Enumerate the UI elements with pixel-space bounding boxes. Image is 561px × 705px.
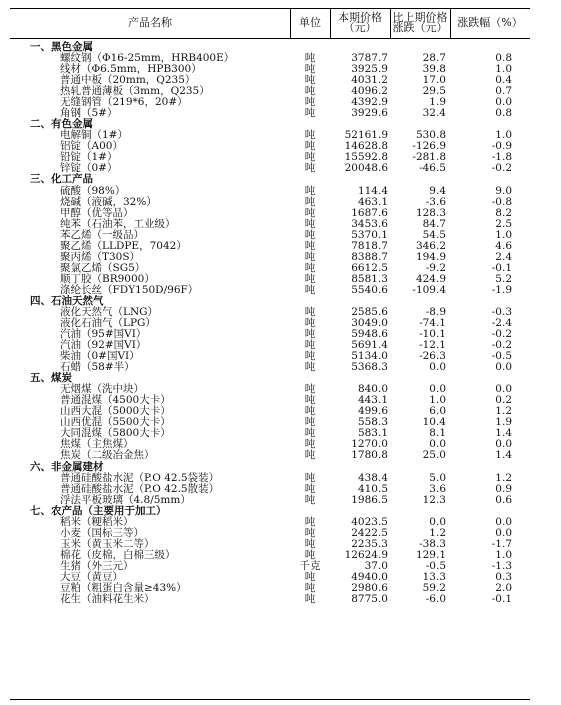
row-change: 28.7 [422, 52, 446, 65]
row-name: 热轧普通薄板（3mm，Q235） [60, 85, 210, 98]
table-row [10, 208, 530, 219]
row-name: 硫酸（98%） [60, 184, 126, 197]
row-name: 液化石油气（LPG） [60, 317, 156, 329]
row-unit: 吨 [304, 85, 316, 98]
table-row [10, 484, 530, 495]
row-name: 石蜡（58#半） [60, 361, 135, 374]
row-change-pct: -0.5 [491, 350, 512, 363]
row-price: 840.0 [357, 383, 388, 396]
row-change: 12.3 [422, 493, 446, 506]
row-name: 山西优混（5500大卡） [60, 416, 171, 429]
row-price: 410.5 [357, 482, 388, 495]
row-change: 3.6 [429, 482, 446, 495]
row-change: -109.4 [412, 283, 446, 296]
row-unit: 吨 [304, 471, 316, 484]
row-change-pct: 1.0 [495, 548, 512, 561]
row-unit: 吨 [304, 339, 316, 352]
row-price: 37.0 [364, 559, 388, 572]
row-name: 焦煤（主焦煤） [60, 438, 134, 451]
row-name: 涤纶长丝（FDY150D/96F） [60, 283, 199, 296]
row-price: 8775.0 [351, 593, 388, 605]
row-name: 焦炭（二级冶金焦） [60, 449, 155, 462]
row-unit: 吨 [304, 184, 316, 197]
row-name: 苯乙烯（一级品） [60, 228, 144, 241]
row-name: 生猪（外三元） [60, 559, 134, 572]
table-row [10, 186, 530, 197]
row-change: 17.0 [422, 74, 446, 87]
row-unit: 吨 [304, 305, 316, 318]
row-name: 螺纹钢（Φ16-25mm，HRB400E） [60, 52, 235, 65]
row-unit: 吨 [304, 239, 316, 252]
row-unit: 吨 [304, 195, 316, 208]
row-unit: 吨 [304, 96, 316, 109]
row-change: 1.2 [429, 526, 446, 539]
row-change-pct: 2.0 [495, 581, 512, 594]
row-change-pct: 8.2 [495, 206, 512, 219]
row-name: 纯苯（石油苯，工业级） [60, 217, 176, 230]
row-unit: 吨 [304, 361, 316, 374]
row-unit: 吨 [304, 394, 316, 407]
table-row [10, 219, 530, 230]
row-unit: 吨 [304, 261, 316, 274]
row-name: 花生（油料花生米） [60, 593, 155, 605]
row-change-pct: 0.7 [495, 85, 512, 98]
row-unit: 吨 [304, 162, 316, 175]
header-price: 本期价格（元） [338, 11, 382, 34]
table-row [10, 495, 530, 506]
row-name: 锌锭（0#） [60, 162, 118, 175]
row-price: 2980.6 [351, 581, 388, 594]
row-change-pct: 0.9 [495, 482, 512, 495]
row-change: 530.8 [415, 129, 446, 142]
header-change-pct: 涨跌幅（%） [457, 16, 523, 29]
row-price: 3925.9 [351, 63, 388, 76]
row-change-pct: 0.0 [495, 96, 512, 109]
row-price: 20048.6 [344, 162, 388, 175]
row-change: -26.3 [419, 350, 446, 363]
row-change-pct: -2.4 [491, 317, 512, 329]
row-name: 电解铜（1#） [60, 129, 128, 142]
row-change-pct: 1.4 [495, 427, 512, 440]
row-change: -281.8 [412, 151, 446, 164]
row-price: 2422.5 [351, 526, 388, 539]
row-price: 5540.6 [351, 283, 388, 296]
row-price: 438.4 [357, 471, 388, 484]
row-change: 129.1 [415, 548, 446, 561]
row-change: 32.4 [422, 107, 446, 120]
table-row [10, 362, 530, 373]
row-change-pct: 2.5 [495, 217, 512, 230]
header-unit: 单位 [299, 16, 321, 29]
row-change-pct: -0.9 [491, 140, 512, 153]
row-price: 3453.6 [351, 217, 388, 230]
row-change-pct: -0.1 [491, 261, 512, 274]
row-unit: 吨 [304, 593, 316, 605]
row-change-pct: -0.2 [491, 162, 512, 175]
row-price: 15592.8 [344, 151, 388, 164]
row-price: 12624.9 [344, 548, 388, 561]
row-price: 1270.0 [351, 438, 388, 451]
row-change-pct: 2.4 [495, 250, 512, 263]
row-change: 0.0 [429, 361, 446, 374]
row-change-pct: 0.2 [495, 394, 512, 407]
row-unit: 吨 [304, 283, 316, 296]
section-title: 七、农产品（主要用于加工） [30, 504, 167, 517]
row-change: -10.1 [419, 328, 446, 341]
row-name: 小麦（国标三等） [60, 526, 144, 539]
section-heading [10, 462, 530, 473]
row-unit: 吨 [304, 206, 316, 219]
row-change-pct: 5.2 [495, 272, 512, 285]
row-change-pct: 0.8 [495, 107, 512, 120]
row-name: 甲醇（优等品） [60, 206, 134, 219]
row-change-pct: 0.0 [495, 515, 512, 528]
row-name: 汽油（95#国VI） [60, 328, 147, 341]
row-unit: 吨 [304, 383, 316, 396]
row-change-pct: -1.8 [491, 151, 512, 164]
row-name: 烧碱（液碱，32%） [60, 195, 157, 208]
row-change-pct: 0.6 [495, 493, 512, 506]
section-title: 五、煤炭 [30, 372, 72, 385]
row-change-pct: 1.2 [495, 471, 512, 484]
row-change-pct: 0.0 [495, 383, 512, 396]
row-unit: 吨 [304, 63, 316, 76]
table-bottom-rule [10, 699, 530, 700]
row-price: 1986.5 [351, 493, 388, 506]
row-price: 52161.9 [344, 129, 388, 142]
row-name: 山西大混（5000大卡） [60, 405, 171, 418]
row-unit: 吨 [304, 493, 316, 506]
row-price: 14628.8 [344, 140, 388, 153]
row-name: 顺丁胶（BR9000） [60, 272, 155, 285]
row-price: 1687.6 [351, 206, 388, 219]
row-price: 4940.0 [351, 570, 388, 583]
row-change: 346.2 [415, 239, 446, 252]
row-change: 128.3 [415, 206, 446, 219]
row-name: 铝锭（A00） [60, 140, 123, 153]
row-change-pct: 1.0 [495, 228, 512, 241]
row-price: 2585.6 [351, 305, 388, 318]
header-bottom-rule [10, 38, 530, 39]
row-unit: 吨 [304, 250, 316, 263]
row-unit: 吨 [304, 52, 316, 65]
row-change: -0.5 [425, 559, 446, 572]
row-change-pct: -0.8 [491, 195, 512, 208]
row-change: -126.9 [412, 140, 446, 153]
row-name: 棉花（皮棉，白棉三级） [60, 548, 176, 561]
row-price: 5134.0 [351, 350, 388, 363]
row-change: 0.0 [429, 438, 446, 451]
table-row [10, 450, 530, 461]
header-product-name: 产品名称 [128, 16, 172, 29]
row-unit: 吨 [304, 581, 316, 594]
row-price: 3929.6 [351, 107, 388, 120]
row-name: 汽油（92#国VI） [60, 339, 147, 352]
row-unit: 吨 [304, 107, 316, 120]
row-change: 8.1 [429, 427, 446, 440]
row-price: 443.1 [357, 394, 388, 407]
section-title: 三、化工产品 [30, 173, 93, 186]
row-change-pct: -1.9 [491, 283, 512, 296]
row-name: 角钢（5#） [60, 107, 118, 120]
row-name: 铅锭（1#） [60, 151, 118, 164]
row-change: 59.2 [422, 581, 446, 594]
row-price: 4392.9 [351, 96, 388, 109]
row-unit: 吨 [304, 228, 316, 241]
row-price: 3049.0 [351, 317, 388, 329]
row-change-pct: -1.3 [491, 559, 512, 572]
row-price: 114.4 [357, 184, 388, 197]
row-change-pct: 0.0 [495, 438, 512, 451]
row-unit: 吨 [304, 427, 316, 440]
table-row [10, 473, 530, 484]
row-change: -74.1 [419, 317, 446, 329]
row-name: 大同混煤（5800大卡） [60, 427, 171, 440]
row-unit: 吨 [304, 129, 316, 142]
row-unit: 吨 [304, 350, 316, 363]
row-change-pct: 0.8 [495, 52, 512, 65]
row-price: 4023.5 [351, 515, 388, 528]
row-price: 8581.3 [351, 272, 388, 285]
row-unit: 吨 [304, 416, 316, 429]
row-change-pct: 1.2 [495, 405, 512, 418]
row-change: 9.4 [429, 184, 446, 197]
row-unit: 吨 [304, 438, 316, 451]
section-heading [10, 174, 530, 185]
row-change-pct: -0.2 [491, 339, 512, 352]
row-unit: 吨 [304, 272, 316, 285]
row-name: 液化天然气（LNG） [60, 305, 159, 318]
row-unit: 吨 [304, 217, 316, 230]
row-change-pct: 0.3 [495, 570, 512, 583]
row-unit: 吨 [304, 328, 316, 341]
row-change: -38.3 [419, 537, 446, 550]
row-change: -9.2 [425, 261, 446, 274]
row-price: 6612.5 [351, 261, 388, 274]
section-title: 六、非金属建材 [30, 460, 104, 473]
row-change: -8.9 [425, 305, 446, 318]
row-name: 无缝钢管（219*6，20#） [60, 96, 188, 109]
row-price: 463.1 [357, 195, 388, 208]
row-change: 0.0 [429, 383, 446, 396]
row-change: 1.9 [429, 96, 446, 109]
row-change-pct: 1.4 [495, 449, 512, 462]
row-name: 普通硅酸盐水泥（P.O 42.5散装） [60, 482, 220, 495]
row-price: 7818.7 [351, 239, 388, 252]
row-change: -46.5 [419, 162, 446, 175]
row-name: 无烟煤（洗中块） [60, 383, 144, 396]
row-change-pct: 0.0 [495, 526, 512, 539]
row-change: 54.5 [422, 228, 446, 241]
row-price: 499.6 [357, 405, 388, 418]
row-name: 聚氯乙烯（SG5） [60, 261, 146, 274]
row-unit: 吨 [304, 74, 316, 87]
row-price: 5691.4 [351, 339, 388, 352]
header-change: 比上期价格涨跌（元） [392, 11, 448, 34]
row-change-pct: 0.4 [495, 74, 512, 87]
row-change-pct: -0.2 [491, 328, 512, 341]
row-price: 558.3 [357, 416, 388, 429]
row-change: 5.0 [429, 471, 446, 484]
row-unit: 吨 [304, 140, 316, 153]
row-name: 普通硅酸盐水泥（P.O 42.5袋装） [60, 471, 220, 484]
row-change-pct: -0.1 [491, 593, 512, 605]
row-unit: 吨 [304, 570, 316, 583]
row-price: 5948.6 [351, 328, 388, 341]
row-change: -3.6 [425, 195, 446, 208]
row-change-pct: 9.0 [495, 184, 512, 197]
row-price: 4096.2 [351, 85, 388, 98]
row-price: 1780.8 [351, 449, 388, 462]
row-change-pct: 4.6 [495, 239, 512, 252]
row-change-pct: -1.7 [491, 537, 512, 550]
row-change: 84.7 [422, 217, 446, 230]
row-price: 3787.7 [351, 52, 388, 65]
row-change: -6.0 [425, 593, 446, 605]
row-unit: 千克 [299, 559, 321, 572]
row-name: 聚乙烯（LLDPE，7042） [60, 239, 187, 252]
row-price: 4031.2 [351, 74, 388, 87]
row-change-pct: 1.0 [495, 129, 512, 142]
row-change: 0.0 [429, 515, 446, 528]
row-change: 1.0 [429, 394, 446, 407]
row-price: 2235.3 [351, 537, 388, 550]
table-row [10, 197, 530, 208]
row-unit: 吨 [304, 405, 316, 418]
row-unit: 吨 [304, 515, 316, 528]
row-change: 424.9 [415, 272, 446, 285]
section-title: 二、有色金属 [30, 118, 93, 131]
row-unit: 吨 [304, 537, 316, 550]
row-name: 大豆（黄豆） [60, 570, 123, 583]
row-change-pct: 1.0 [495, 63, 512, 76]
row-name: 线材（Φ6.5mm，HPB300） [60, 63, 202, 76]
row-unit: 吨 [304, 482, 316, 495]
row-price: 5370.1 [351, 228, 388, 241]
row-name: 柴油（0#国VI） [60, 350, 140, 363]
row-name: 玉米（黄玉米二等） [60, 537, 155, 550]
row-change-pct: 1.9 [495, 416, 512, 429]
row-change: 194.9 [415, 250, 446, 263]
row-name: 浮法平板玻璃（4.8/5mm） [60, 493, 191, 506]
section-title: 一、黑色金属 [30, 41, 93, 53]
row-name: 聚丙烯（T30S） [60, 250, 141, 263]
row-change: 39.8 [422, 63, 446, 76]
section-title: 四、石油天然气 [30, 294, 104, 307]
row-unit: 吨 [304, 317, 316, 329]
row-change: 6.0 [429, 405, 446, 418]
row-price: 583.1 [357, 427, 388, 440]
row-price: 8388.7 [351, 250, 388, 263]
row-change-pct: 0.0 [495, 361, 512, 374]
row-name: 稻米（粳稻米） [60, 515, 134, 528]
row-change-pct: -0.3 [491, 305, 512, 318]
row-change: 25.0 [422, 449, 446, 462]
row-name: 豆粕（粗蛋白含量≥43%） [60, 581, 187, 594]
row-change: 10.4 [422, 416, 446, 429]
price-table [10, 8, 530, 700]
row-change: 13.3 [422, 570, 446, 583]
row-unit: 吨 [304, 526, 316, 539]
row-change: -12.1 [419, 339, 446, 352]
row-price: 5368.3 [351, 361, 388, 374]
row-change: 29.5 [422, 85, 446, 98]
row-unit: 吨 [304, 151, 316, 164]
row-unit: 吨 [304, 548, 316, 561]
table-row [10, 594, 530, 605]
row-name: 普通中板（20mm，Q235） [60, 74, 196, 87]
row-unit: 吨 [304, 449, 316, 462]
row-name: 普通混煤（4500大卡） [60, 394, 171, 407]
